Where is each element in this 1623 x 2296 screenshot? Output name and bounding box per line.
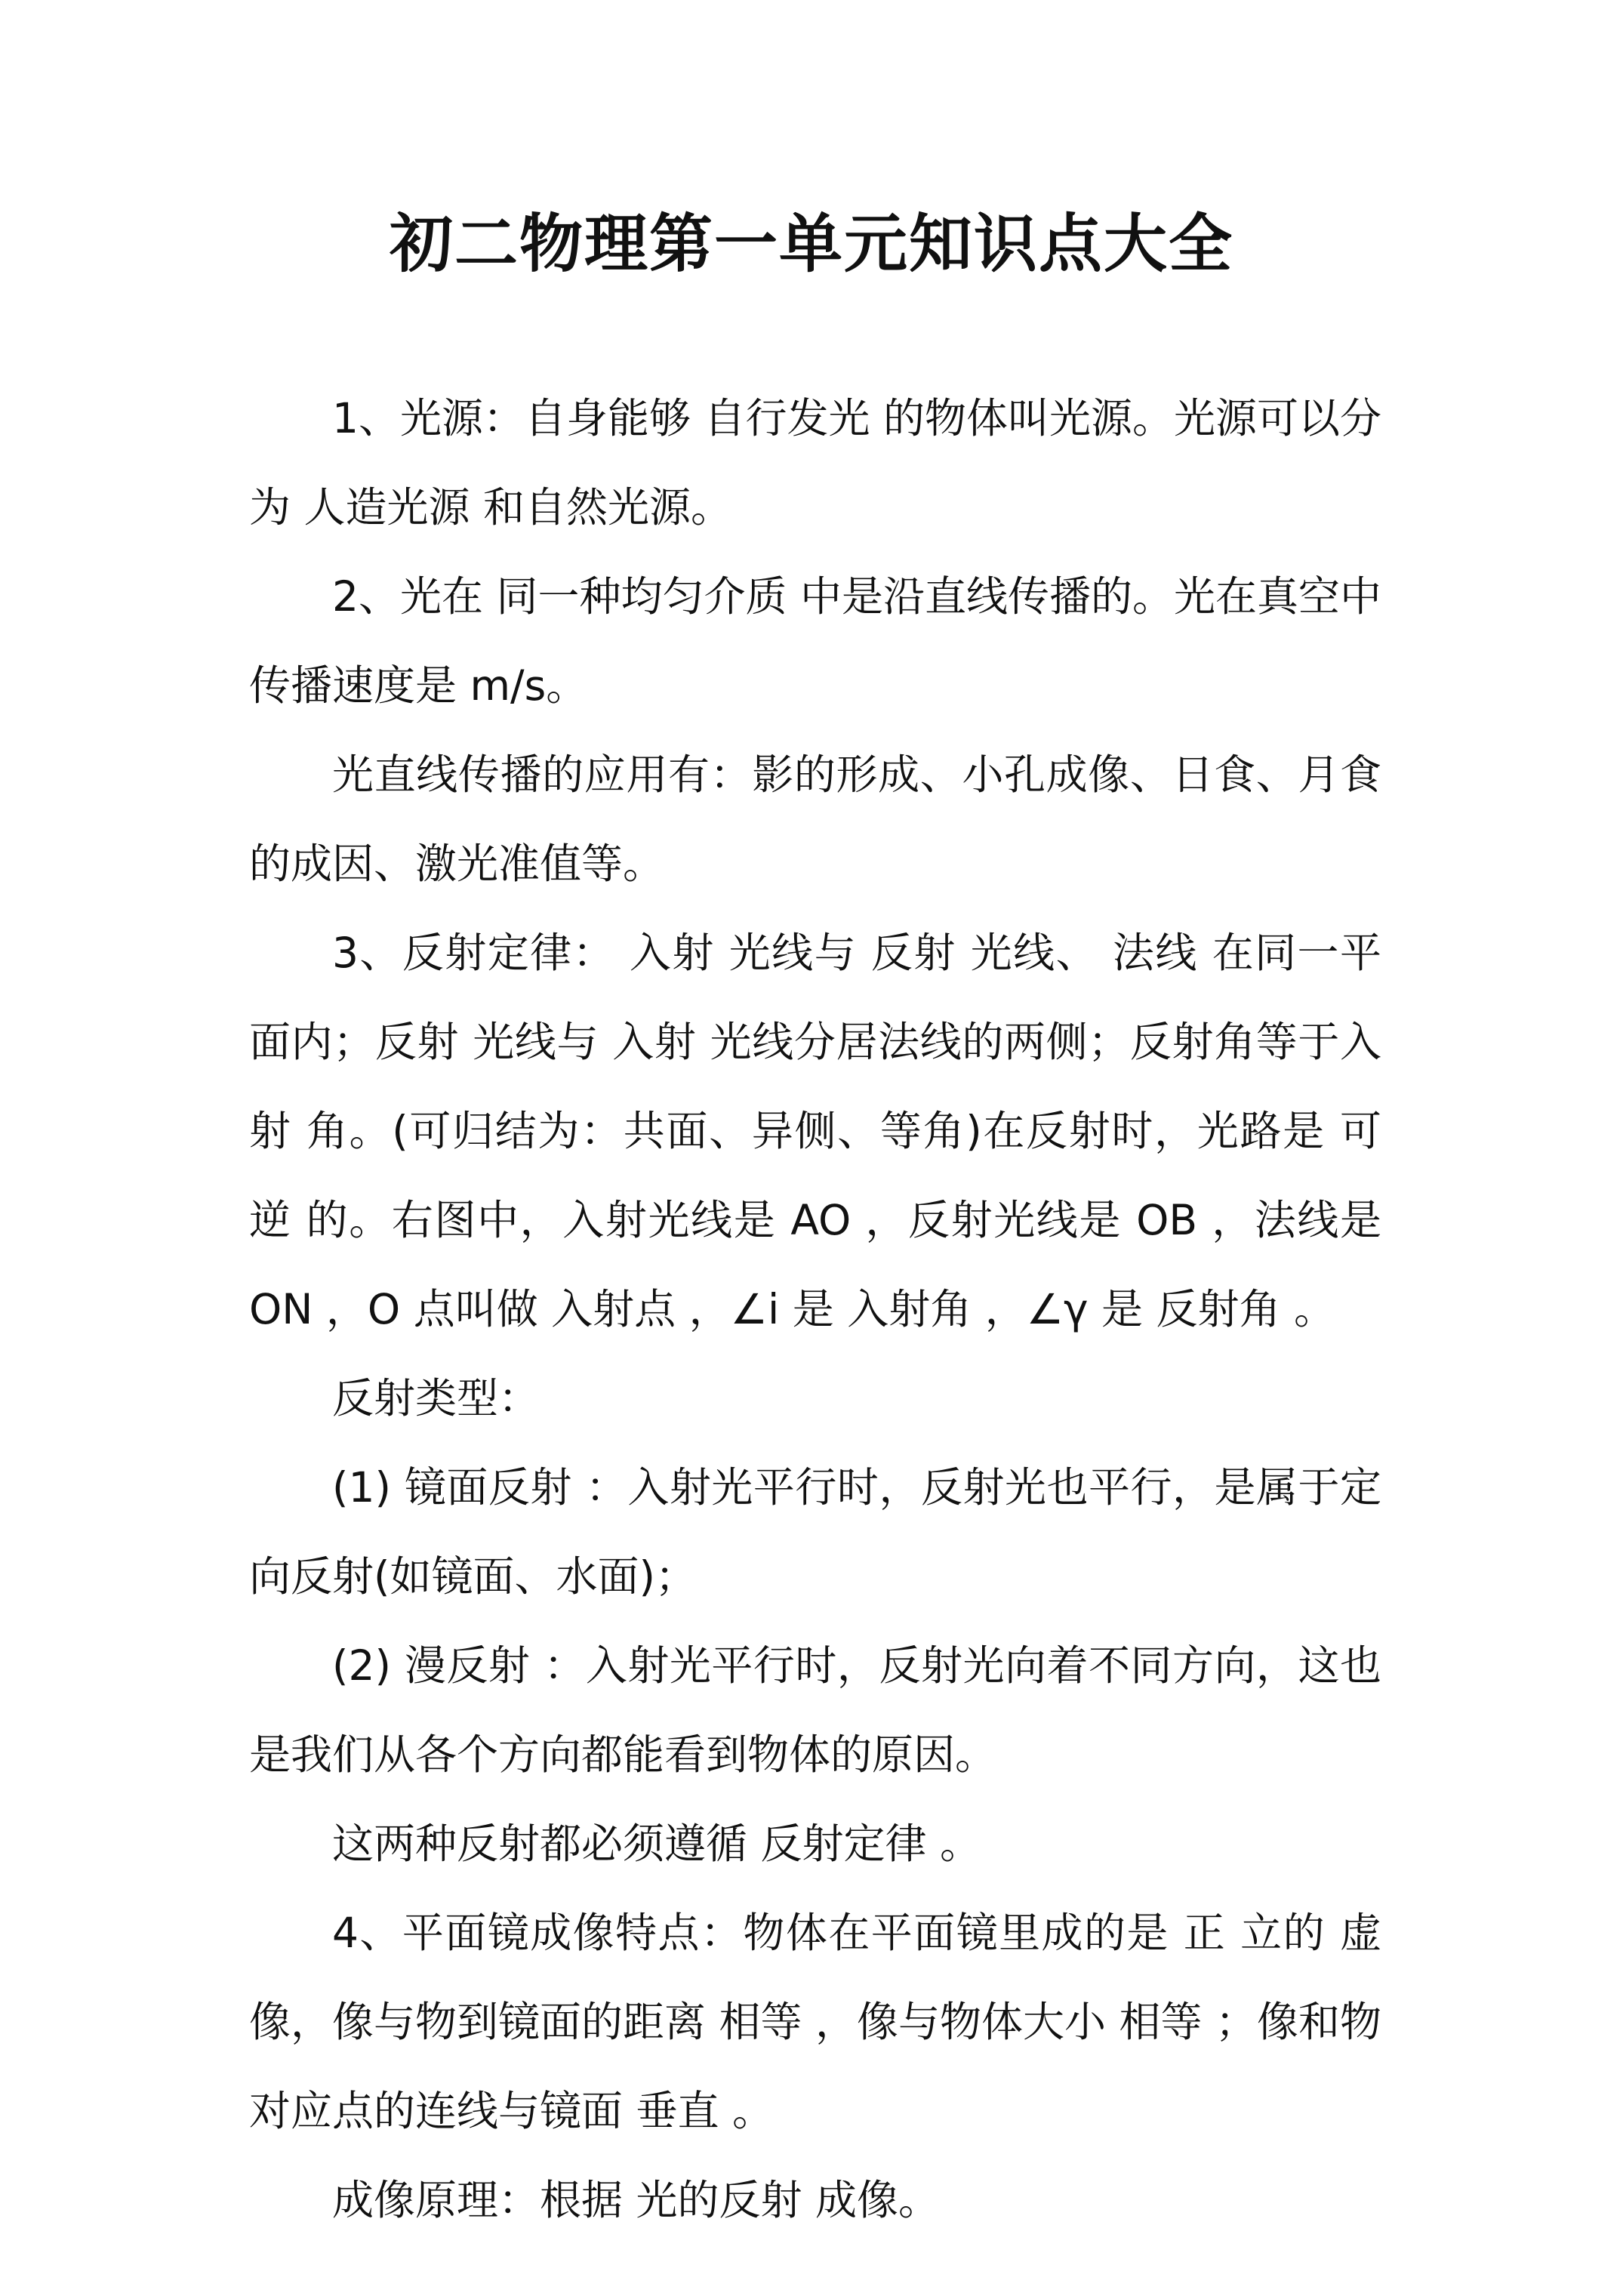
- paragraph-straight-line-propagation: 2、光在 同一种均匀介质 中是沿直线传播的。光在真空中传播速度是 m/s。: [249, 572, 1381, 710]
- paragraph-specular-reflection: (1) 镜面反射 ：入射光平行时，反射光也平行，是属于定向反射(如镜面、水面)；: [249, 1463, 1381, 1601]
- paragraph-imaging-principle: 成像原理：根据 光的反射 成像。: [332, 2176, 940, 2224]
- paragraph-plane-mirror-features: 4、平面镜成像特点：物体在平面镜里成的是 正 立的 虚 像，像与物到镜面的距离 相等 ，像与物体大小 相等 ；像和物对应点的连线与镜面 垂直 。: [249, 1909, 1381, 2135]
- paragraph-propagation-applications: 光直线传播的应用有：影的形成、小孔成像、日食、月食的成因、激光准值等。: [249, 750, 1381, 888]
- paragraph-reflection-law: 3、反射定律： 入射 光线与 反射 光线、 法线 在同一平面内；反射 光线与 入射 光线分居法线的两侧；反射角等于入射 角。(可归结为：共面、异侧、等角)在反射时，光路是 可逆 的。右图中，入射光线是 AO ，反射光线是 OB ，法线是 ON ，O 点叫做 入射点 ，∠i 是 入射角 ，∠γ 是 反射角 。: [249, 929, 1381, 1333]
- document-title: 初二物理第一单元知识点大全: [389, 206, 1233, 281]
- paragraph-diffuse-reflection: (2) 漫反射 ：入射光平行时，反射光向着不同方向，这也是我们从各个方向都能看到物体的原因。: [249, 1641, 1381, 1779]
- paragraph-reflection-types-heading: 反射类型：: [332, 1374, 540, 1422]
- paragraph-both-follow-law: 这两种反射都必须遵循 反射定律 。: [332, 1820, 981, 1868]
- paragraph-light-source: 1、光源：自身能够 自行发光 的物体叫光源。光源可以分为 人造光源 和自然光源。: [249, 394, 1381, 532]
- document-body: [249, 374, 1381, 2245]
